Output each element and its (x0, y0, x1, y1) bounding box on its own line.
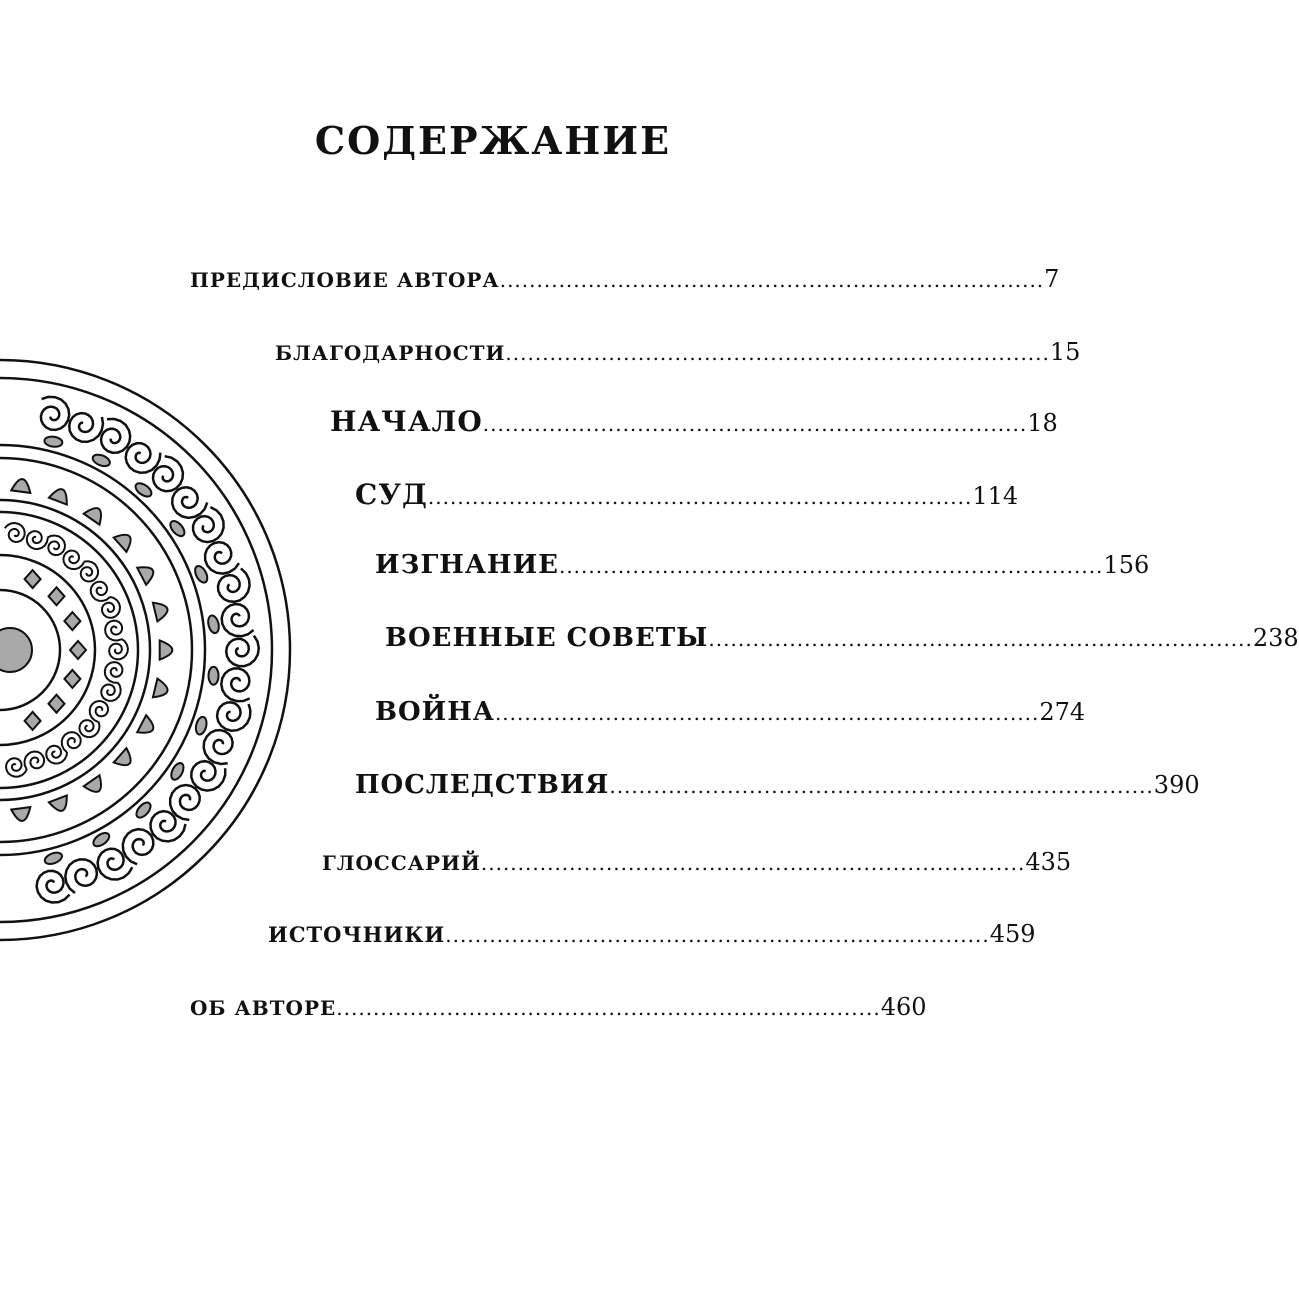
toc-entry-label: ГЛОССАРИЙ (322, 851, 481, 875)
ornament-motif (114, 535, 131, 552)
toc-entry-label: ПОСЛЕДСТВИЯ (355, 770, 610, 800)
ornament-motif (11, 807, 30, 821)
ornament-motif (79, 720, 99, 737)
ornament-motif (91, 452, 111, 468)
ornament-motif (84, 775, 101, 792)
toc-entry-page: 459 (989, 920, 1036, 948)
ornament-motif (101, 419, 130, 453)
ornament-motif (64, 670, 80, 688)
ornament-motif (0, 628, 32, 672)
toc-entry[interactable] (322, 848, 1072, 876)
toc-entry-leader: .......................................................................... (480, 851, 1026, 875)
ornament-motif (27, 531, 48, 549)
ornament-motif (62, 732, 81, 752)
toc-entry-label: ИЗГНАНИЕ (375, 550, 559, 580)
toc-entry-leader: .......................................................................... (558, 554, 1104, 578)
ornament-motif (91, 582, 110, 601)
toc-entry-page: 435 (1025, 848, 1072, 876)
ornament-motif (25, 752, 45, 770)
ornament-motif (90, 701, 108, 722)
ornament-motif (49, 587, 65, 605)
ornament-motif (194, 716, 208, 736)
ornament-motif (25, 570, 41, 588)
ornament-motif (70, 641, 86, 659)
toc-entry-leader: .......................................................................... (505, 341, 1050, 365)
ornament-motif (205, 542, 239, 573)
toc-entry-page: 15 (1049, 338, 1081, 366)
toc-entry[interactable] (355, 770, 1200, 800)
toc-entry[interactable] (190, 993, 927, 1021)
toc-entry[interactable] (355, 478, 1019, 511)
ornament-motif (101, 682, 121, 701)
toc-entry-leader: .......................................................................... (708, 627, 1253, 651)
toc-entry-page: 460 (880, 993, 927, 1021)
mandala-ornament-icon (0, 355, 300, 945)
toc-entry[interactable] (275, 338, 1081, 366)
ornament-motif (105, 621, 122, 641)
ornament-motif (25, 712, 41, 730)
toc-entry[interactable] (375, 697, 1086, 727)
toc-entry-page: 114 (972, 482, 1019, 510)
toc-entry-leader: .......................................................................... (445, 923, 990, 947)
ornament-motif (105, 662, 123, 683)
ornament-motif (137, 567, 153, 585)
ornament-motif (204, 730, 233, 764)
ornament-motif (221, 668, 249, 701)
toc-entry-label: ОБ АВТОРЕ (190, 996, 337, 1020)
ornament-motif (49, 795, 67, 810)
ornament-motif (151, 811, 186, 841)
toc-entry-leader: .......................................................................... (336, 996, 881, 1020)
ornament-motif (206, 614, 220, 634)
ornament-motif (69, 413, 103, 442)
ornament-motif (172, 487, 207, 518)
toc-entry-page: 390 (1153, 771, 1200, 799)
toc-entry-label: ВОЕННЫЕ СОВЕТЫ (385, 623, 709, 653)
ornament-motif (160, 640, 173, 659)
toc-entry-leader: .......................................................................... (482, 412, 1028, 436)
toc-entry-page: 238 (1252, 624, 1299, 652)
ornament-motif (170, 785, 200, 820)
ornament-motif (226, 636, 259, 666)
ornament-motif (209, 667, 219, 685)
ornament-motif (84, 508, 101, 525)
toc-entry-page: 156 (1103, 551, 1150, 579)
ornament-motif (109, 639, 128, 660)
ornament-motif (43, 850, 63, 866)
toc-entry-page: 7 (1044, 265, 1060, 293)
toc-entry-label: БЛАГОДАРНОСТИ (275, 341, 506, 365)
ornament-motif (123, 829, 154, 864)
toc-entry-label: ПРЕДИСЛОВИЕ АВТОРА (190, 268, 500, 292)
ornament-motif (63, 551, 84, 570)
ornament-motif (64, 612, 80, 630)
ornament-motif (41, 397, 69, 430)
toc-entry-label: ИСТОЧНИКИ (268, 922, 446, 947)
ornament-motif (193, 507, 224, 542)
ornament-motif (137, 715, 153, 733)
ornament-motif (222, 604, 254, 636)
toc-entry-page: 274 (1039, 698, 1086, 726)
toc-entry-label: НАЧАЛО (330, 405, 483, 438)
ornament-motif (153, 679, 168, 698)
ornament-motif (5, 523, 25, 542)
toc-entry-leader: .......................................................................... (427, 485, 973, 509)
ornament-motif (191, 761, 225, 790)
toc-entry[interactable] (330, 405, 1058, 438)
toc-entry[interactable] (268, 920, 1036, 948)
ornament-motif (217, 702, 250, 730)
toc-entry-page: 18 (1027, 409, 1058, 437)
page-title: СОДЕРЖАНИЕ (314, 118, 672, 163)
ornament-motif (44, 436, 63, 448)
ornament-motif (49, 489, 67, 504)
ornament-motif (114, 748, 131, 765)
ornament-motif (11, 479, 30, 493)
toc-entry-label: ВОЙНА (375, 697, 495, 727)
ornament-motif (65, 859, 97, 893)
ornament-motif (153, 603, 168, 622)
toc-entry-leader: .......................................................................... (494, 701, 1040, 725)
ornament-motif (126, 443, 161, 472)
toc-entry-leader: .......................................................................... (609, 774, 1154, 798)
ornament-motif (49, 695, 65, 713)
toc-entry[interactable] (190, 265, 1060, 293)
toc-entry[interactable] (385, 623, 1299, 653)
ornament-motif (47, 536, 65, 556)
toc-entry[interactable] (375, 550, 1150, 580)
toc-entry-leader: .......................................................................... (499, 268, 1045, 292)
ornament-motif (98, 849, 133, 880)
toc-entry-label: СУД (355, 478, 428, 511)
